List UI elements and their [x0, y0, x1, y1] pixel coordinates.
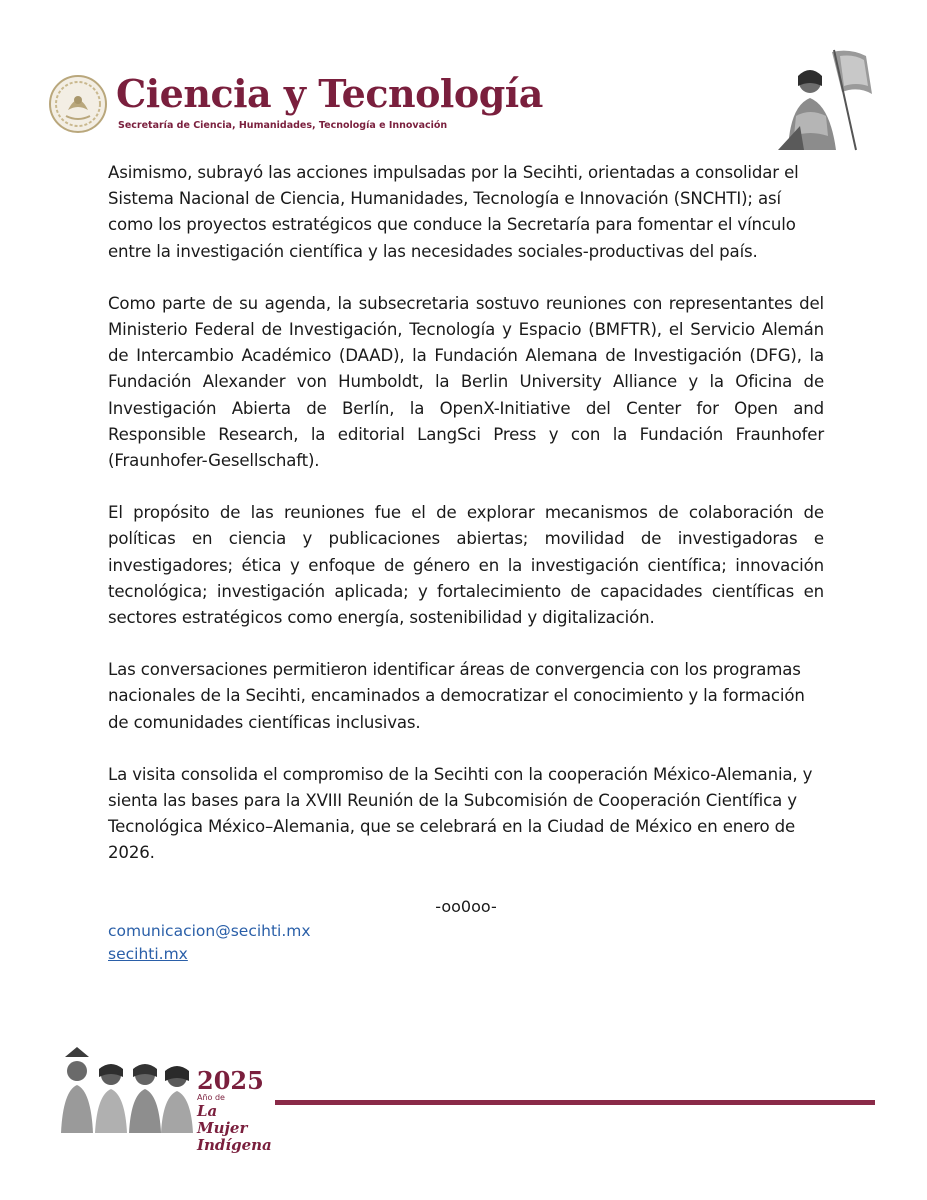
- page-footer: [55, 1045, 885, 1154]
- email-link[interactable]: comunicacion@secihti.mx: [108, 922, 311, 940]
- paragraph-4: Las conversaciones permitieron identificar áreas de convergencia con los programas nacionales de la Secihti, encaminados a democratizar el conocimiento y la formación de comunidades científicas inclusivas.: [108, 660, 805, 732]
- year-caption-3: Indígena: [197, 1136, 272, 1154]
- year-caption-1: Año de: [197, 1093, 225, 1102]
- page-header: [48, 64, 888, 164]
- paragraph-5: La visita consolida el compromiso de la Secihti con la cooperación México-Alemania, y sienta las bases para la XVIII Reunión de la Subcomisión de Cooperación Científica y Tecnológica México–Alemania, que se celebrará en la Ciudad de México en enero de 2026.: [108, 764, 813, 863]
- end-separator: -oo0oo-: [435, 897, 497, 916]
- year-badge: [197, 1066, 272, 1154]
- brand-subtitle: Secretaría de Ciencia, Humanidades, Tecnología e Innovación: [118, 120, 448, 131]
- mexican-seal-icon: [48, 74, 108, 134]
- paragraph-2: Como parte de su agenda, la subsecretaria sostuvo reuniones con representantes del Ministerio Federal de Investigación, Tecnología y Espacio (BMFTR), el Servicio Alemán de Intercambio Académico (DAAD), la Fundación Alemana de Investigación (DFG), la Fundación Alexander von Humboldt, la Berlin University Alliance y la Oficina de Investigación Abierta de Berlín, la OpenX-Initiative del Center for Open and Responsible Research, la editorial LangSci Press y con la Fundación Fraunhofer (Fraunhofer-Gesellschaft).: [108, 293, 824, 471]
- footer-rule: [275, 1100, 875, 1105]
- paragraph-1: Asimismo, subrayó las acciones impulsadas por la Secihti, orientadas a consolidar el Sistema Nacional de Ciencia, Humanidades, Tecnología e Innovación (SNCHTI); así como los proyectos estratégicos que conduce la Secretaría para fomentar el vínculo entre la investigación científica y las necesidades sociales-productivas del país.: [108, 163, 799, 261]
- contact-block: [108, 920, 311, 966]
- paragraph-3: El propósito de las reuniones fue el de explorar mecanismos de colaboración de políticas en ciencia y publicaciones abiertas; movilidad de investigadoras e investigadores; ética y enfoque de género en la investigación científica; innovación tecnológica; investigación aplicada; y fortalecimiento de capacidades científicas en sectores estratégicos como energía, sostenibilidad y digitalización.: [108, 503, 824, 628]
- year-caption-2: La Mujer: [197, 1102, 248, 1137]
- flag-woman-illustration-icon: [770, 46, 880, 156]
- brand-title: Ciencia y Tecnología: [116, 71, 543, 116]
- website-link[interactable]: secihti.mx: [108, 945, 188, 963]
- year-number: 2025: [197, 1066, 264, 1095]
- article-body: [108, 160, 824, 893]
- indigenous-women-illustration-icon: [55, 1045, 195, 1135]
